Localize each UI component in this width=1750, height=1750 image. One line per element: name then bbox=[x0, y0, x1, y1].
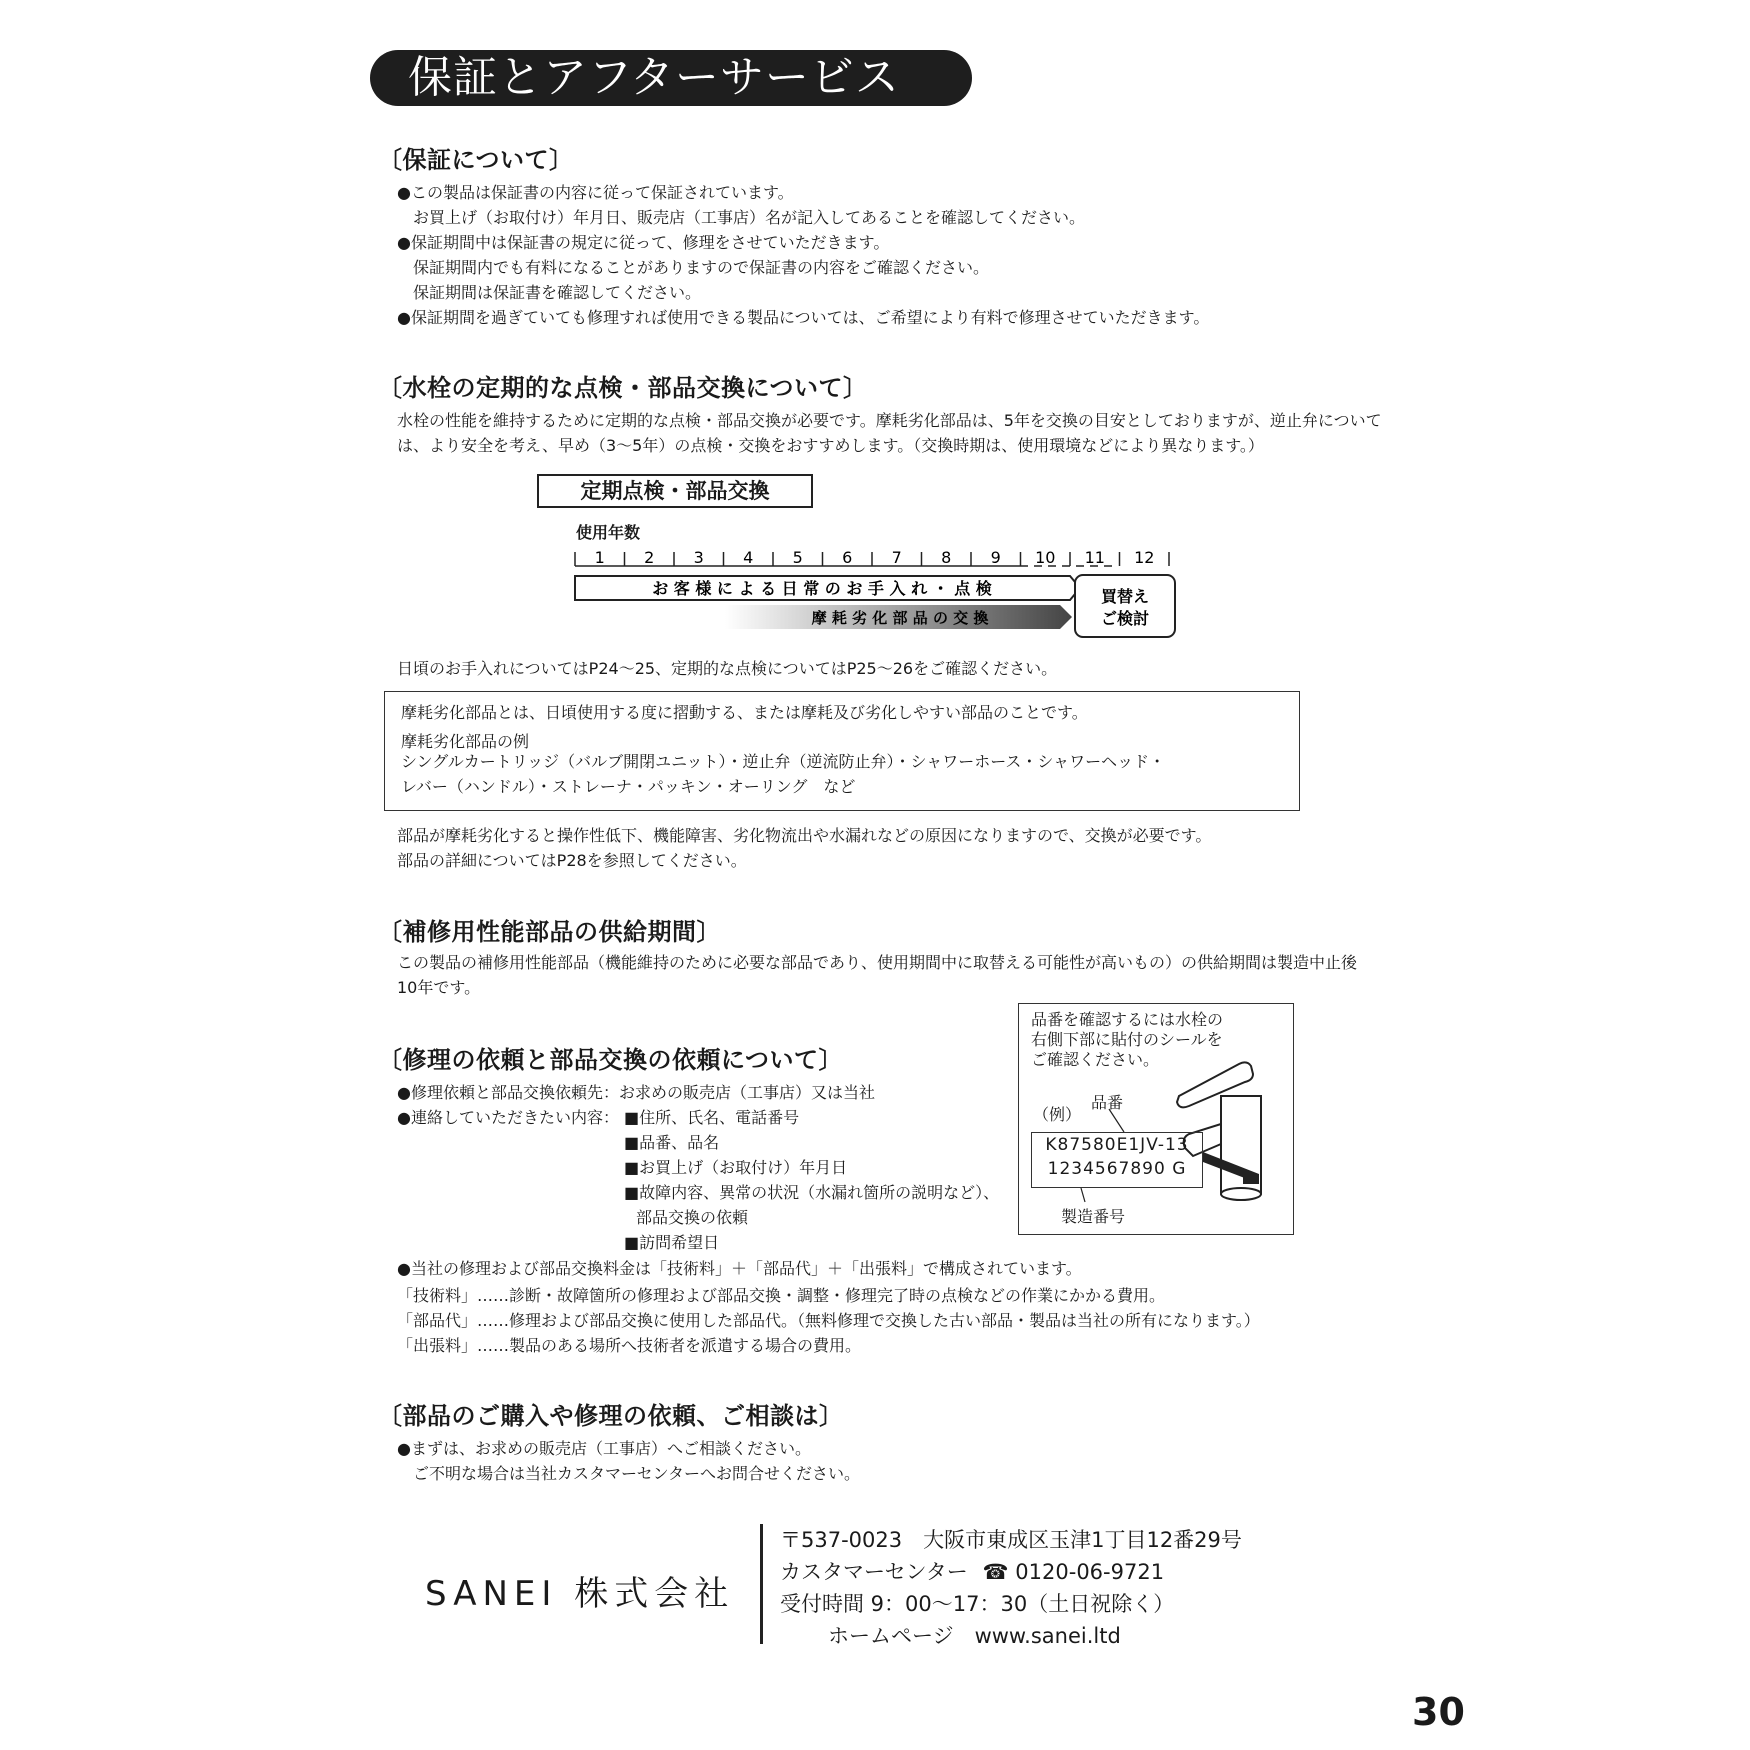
year-label: 11 bbox=[1084, 548, 1105, 567]
serial-number: 1234567890 G bbox=[1047, 1159, 1187, 1179]
years-label: 使用年数 bbox=[576, 523, 641, 542]
warranty-line: お買上げ（お取付け）年月日、販売店（工事店）名が記入してあることを確認してください。 bbox=[413, 208, 1086, 227]
warranty-line: ●この製品は保証書の内容に従って保証されています。 bbox=[397, 183, 794, 202]
page-number: 30 bbox=[1412, 1690, 1465, 1734]
footer-divider bbox=[760, 1524, 763, 1644]
repair-heading: 〔修理の依頼と部品交換の依頼について〕 bbox=[378, 1046, 844, 1074]
wear-parts-definition: 摩耗劣化部品とは、日頃使用する度に摺動する、または摩耗及び劣化しやすい部品のことです。 bbox=[401, 703, 1088, 722]
year-label: 1 bbox=[594, 548, 605, 567]
wear-parts-examples: レバー（ハンドル）・ストレーナ・パッキン・オーリング など bbox=[401, 777, 856, 796]
year-label: 8 bbox=[941, 548, 952, 567]
year-label: 6 bbox=[842, 548, 853, 567]
wear-parts-box bbox=[384, 691, 1300, 811]
year-label: 3 bbox=[693, 548, 704, 567]
note-line: 品番を確認するには水栓の bbox=[1031, 1010, 1224, 1029]
buy-new-line: ご検討 bbox=[1100, 609, 1150, 628]
repair-info-item: ■故障内容、異常の状況（水漏れ箇所の説明など）、 bbox=[624, 1183, 1000, 1202]
customer-center-line bbox=[780, 1556, 1164, 1588]
example-label: （例） bbox=[1033, 1105, 1082, 1124]
customer-center-label: カスタマーセンター bbox=[780, 1560, 968, 1584]
service-hours: 受付時間 9：00〜17：30（土日祝除く） bbox=[780, 1592, 1175, 1616]
year-ruler bbox=[575, 548, 1169, 567]
year-label: 9 bbox=[990, 548, 1001, 567]
page-title: 保証とアフターサービス bbox=[370, 50, 972, 106]
inspection-intro: 水栓の性能を維持するために定期的な点検・部品交換が必要です。摩耗劣化部品は、5年を交換の目安としておりますが、逆止弁について bbox=[397, 411, 1382, 430]
care-reference: 日頃のお手入れについてはP24〜25、定期的な点検についてはP25〜26をご確認ください。 bbox=[397, 659, 1058, 678]
supply-text: この製品の補修用性能部品（機能維持のために必要な部品であり、使用期間中に取替える可能性が高いもの）の供給期間は製造中止後 bbox=[397, 953, 1358, 972]
wear-parts-examples: シングルカートリッジ（バルブ開閉ユニット）・逆止弁（逆流防止弁）・シャワーホース・シャワーヘッド・ bbox=[401, 752, 1166, 771]
purchase-heading: 〔部品のご購入や修理の依頼、ご相談は〕 bbox=[378, 1402, 844, 1430]
year-label: 2 bbox=[644, 548, 655, 567]
year-label: 7 bbox=[891, 548, 902, 567]
repair-info-label: ●連絡していただきたい内容： bbox=[397, 1108, 619, 1127]
part-no-label: 品番 bbox=[1091, 1093, 1124, 1112]
maintenance-chart-title: 定期点検・部品交換 bbox=[537, 474, 813, 508]
maintenance-timeline bbox=[570, 540, 1180, 645]
repair-fee: 「出張料」……製品のある場所へ技術者を派遣する場合の費用。 bbox=[397, 1336, 862, 1355]
part-number: K87580E1JV-13 bbox=[1045, 1135, 1189, 1155]
purchase-line: ●まずは、お求めの販売店（工事店）へご相談ください。 bbox=[397, 1439, 811, 1458]
replacement-note: 部品の詳細についてはP28を参照してください。 bbox=[397, 851, 747, 870]
repair-contact: ●修理依頼と部品交換依頼先：お求めの販売店（工事店）又は当社 bbox=[397, 1083, 875, 1102]
repair-info-item: ■住所、氏名、電話番号 bbox=[624, 1108, 800, 1127]
customer-center-phone: 0120-06-9721 bbox=[1015, 1560, 1165, 1584]
supply-heading: 〔補修用性能部品の供給期間〕 bbox=[378, 918, 721, 946]
warranty-line: ●保証期間中は保証書の規定に従って、修理をさせていただきます。 bbox=[397, 233, 890, 252]
repair-info-item: ■訪問希望日 bbox=[624, 1233, 720, 1252]
repair-info-item: 部品交換の依頼 bbox=[636, 1208, 749, 1227]
repair-info-item: ■お買上げ（お取付け）年月日 bbox=[624, 1158, 848, 1177]
part-label-sticker bbox=[1031, 1132, 1203, 1188]
supply-text: 10年です。 bbox=[397, 978, 481, 997]
replacement-note: 部品が摩耗劣化すると操作性低下、機能障害、劣化物流出や水漏れなどの原因になりますので、交換が必要です。 bbox=[397, 826, 1212, 845]
inspection-heading: 〔水栓の定期的な点検・部品交換について〕 bbox=[378, 374, 868, 402]
label-leader-lines bbox=[1019, 1004, 1295, 1236]
website[interactable]: ホームページ www.sanei.ltd bbox=[828, 1624, 1121, 1648]
company-address: 〒537-0023 大阪市東成区玉津1丁目12番29号 bbox=[780, 1528, 1242, 1552]
repair-fee: 「技術料」……診断・故障箇所の修理および部品交換・調整・修理完了時の点検などの作業にかかる費用。 bbox=[397, 1286, 1166, 1305]
part-label-box bbox=[1018, 1003, 1294, 1235]
warranty-heading: 〔保証について〕 bbox=[378, 146, 574, 174]
repair-fee: 「部品代」……修理および部品交換に使用した部品代。（無料修理で交換した古い部品・製品は当社の所有になります。） bbox=[397, 1311, 1260, 1330]
replacement-label: 摩 耗 劣 化 部 品 の 交 換 bbox=[811, 609, 989, 627]
year-label: 12 bbox=[1134, 548, 1155, 567]
purchase-line: ご不明な場合は当社カスタマーセンターへお問合せください。 bbox=[413, 1464, 861, 1483]
serial-label: 製造番号 bbox=[1061, 1207, 1126, 1226]
warranty-line: ●保証期間を過ぎていても修理すれば使用できる製品については、ご希望により有料で修理させていただきます。 bbox=[397, 308, 1210, 327]
repair-info-item: ■品番、品名 bbox=[624, 1133, 720, 1152]
phone-icon: ☎ bbox=[982, 1560, 1009, 1584]
daily-care-label: お 客 様 に よ る 日 常 の お 手 入 れ ・ 点 検 bbox=[652, 579, 992, 598]
inspection-intro: は、より安全を考え、早め（3〜5年）の点検・交換をおすすめします。（交換時期は、使用環境などにより異なります。） bbox=[397, 436, 1264, 455]
year-label: 5 bbox=[792, 548, 803, 567]
year-label: 4 bbox=[743, 548, 754, 567]
buy-new-line: 買替え bbox=[1100, 587, 1150, 606]
note-line: ご確認ください。 bbox=[1031, 1050, 1160, 1069]
wear-parts-example-label: 摩耗劣化部品の例 bbox=[401, 732, 530, 751]
warranty-line: 保証期間内でも有料になることがありますので保証書の内容をご確認ください。 bbox=[413, 258, 990, 277]
company-name: SANEI 株式会社 bbox=[425, 1574, 735, 1614]
warranty-line: 保証期間は保証書を確認してください。 bbox=[413, 283, 702, 302]
note-line: 右側下部に貼付のシールを bbox=[1031, 1030, 1223, 1049]
year-label: 10 bbox=[1035, 548, 1056, 567]
repair-fee-line: ●当社の修理および部品交換料金は「技術料」＋「部品代」＋「出張料」で構成されています。 bbox=[397, 1259, 1082, 1278]
